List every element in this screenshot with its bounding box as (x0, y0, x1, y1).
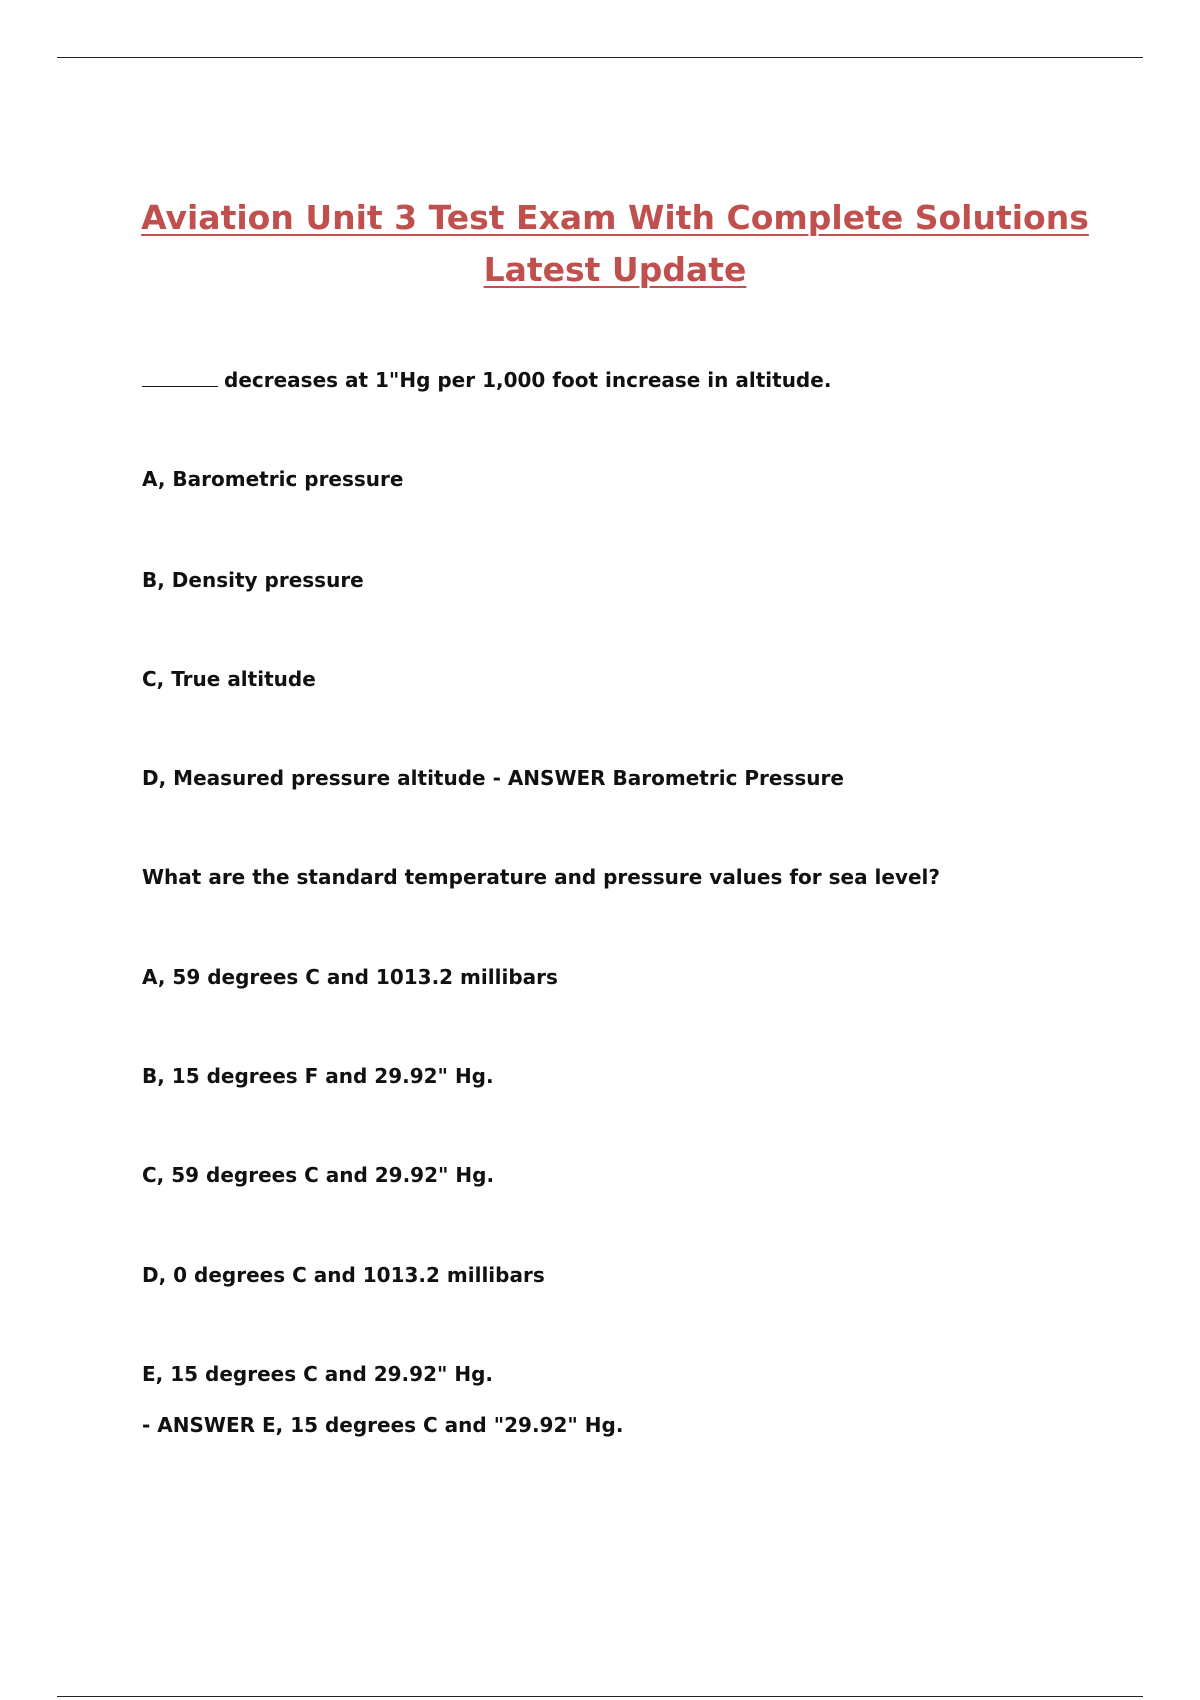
question-2-option-d: D, 0 degrees C and 1013.2 millibars (142, 1263, 545, 1287)
top-rule (57, 57, 1143, 58)
question-1-option-c: C, True altitude (142, 667, 316, 691)
question-2-prompt: What are the standard temperature and pressure values for sea level? (142, 865, 941, 889)
fill-in-blank (142, 372, 218, 387)
question-1-prompt-text: decreases at 1"Hg per 1,000 foot increase in altitude. (224, 368, 832, 392)
question-1-prompt (142, 367, 831, 393)
question-1-option-a: A, Barometric pressure (142, 467, 404, 491)
question-1-option-d: D, Measured pressure altitude - ANSWER Barometric Pressure (142, 766, 844, 790)
question-2-answer: - ANSWER E, 15 degrees C and "29.92" Hg. (142, 1413, 624, 1437)
question-2-option-a: A, 59 degrees C and 1013.2 millibars (142, 965, 558, 989)
bottom-rule (57, 1696, 1143, 1697)
question-2-option-b: B, 15 degrees F and 29.92" Hg. (142, 1064, 494, 1088)
question-2-option-e: E, 15 degrees C and 29.92" Hg. (142, 1362, 494, 1386)
question-2-option-c: C, 59 degrees C and 29.92" Hg. (142, 1163, 495, 1187)
title-line-2: Latest Update (483, 250, 747, 289)
document-title (140, 192, 1090, 296)
title-line-1: Aviation Unit 3 Test Exam With Complete Solutions (141, 198, 1089, 237)
question-1-option-b: B, Density pressure (142, 568, 364, 592)
